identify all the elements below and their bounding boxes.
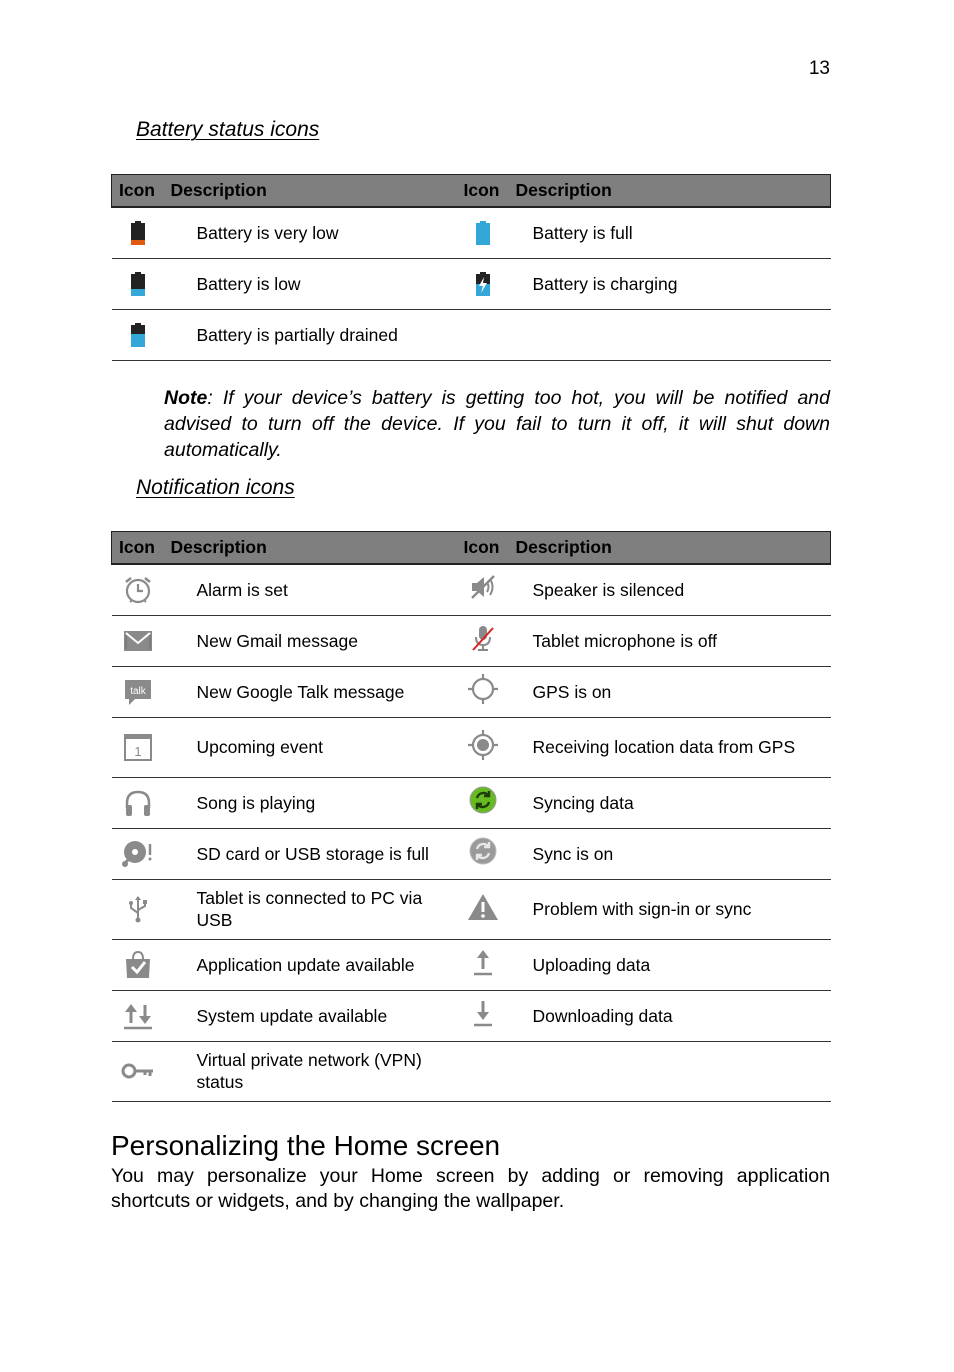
usb-icon [112, 879, 164, 939]
battery-icons-table [111, 174, 831, 361]
page-number: 13 [808, 58, 830, 79]
description-cell: Downloading data [509, 990, 831, 1041]
description-cell: System update available [164, 990, 457, 1041]
description-cell: Tablet microphone is off [509, 615, 831, 666]
header-icon: Icon [112, 532, 164, 565]
section-body: You may personalize your Home screen by adding or removing application shortcuts or widgets, and by changing the wallpaper. [111, 1165, 830, 1212]
header-description: Description [509, 532, 831, 565]
table-row [112, 828, 831, 879]
description-cell: Battery is very low [164, 207, 457, 258]
description-cell: Speaker is silenced [509, 564, 831, 615]
description-cell: New Google Talk message [164, 666, 457, 717]
battery-charging-icon [457, 258, 509, 309]
table-row [112, 939, 831, 990]
header-description: Description [509, 175, 831, 208]
description-cell: Sync is on [509, 828, 831, 879]
battery-full-icon [457, 207, 509, 258]
header-icon: Icon [457, 175, 509, 208]
battery-section-heading: Battery status icons [136, 118, 320, 141]
description-cell: Problem with sign-in or sync [509, 879, 831, 939]
description-cell: Uploading data [509, 939, 831, 990]
table-row [112, 990, 831, 1041]
description-cell: SD card or USB storage is full [164, 828, 457, 879]
description-cell: Syncing data [509, 777, 831, 828]
table-header-row [112, 175, 831, 208]
download-icon [457, 990, 509, 1041]
table-row [112, 309, 831, 360]
description-cell: Song is playing [164, 777, 457, 828]
note-text: : If your device’s battery is getting too hot, you will be notified and advised to turn off the device. If you fail to turn it off, it will shut down automatically. [164, 387, 830, 461]
header-description: Description [164, 175, 457, 208]
battery-low-icon [112, 258, 164, 309]
talk-icon [112, 666, 164, 717]
table-row [112, 258, 831, 309]
calendar-icon [112, 717, 164, 777]
vpn-key-icon [112, 1041, 164, 1101]
description-cell: Battery is low [164, 258, 457, 309]
description-cell: Virtual private network (VPN) status [164, 1041, 457, 1101]
header-description: Description [164, 532, 457, 565]
description-cell: Alarm is set [164, 564, 457, 615]
note-paragraph [164, 385, 830, 463]
warning-icon [457, 879, 509, 939]
table-row [112, 615, 831, 666]
table-row [112, 564, 831, 615]
alarm-icon [112, 564, 164, 615]
description-cell: Upcoming event [164, 717, 457, 777]
notification-icons-table [111, 531, 831, 1102]
gps-on-icon [457, 666, 509, 717]
empty-icon-cell [457, 309, 509, 360]
table-row [112, 666, 831, 717]
table-header-row [112, 532, 831, 565]
notification-section-heading: Notification icons [136, 476, 295, 499]
gmail-icon [112, 615, 164, 666]
app-update-icon [112, 939, 164, 990]
battery-very-low-icon [112, 207, 164, 258]
headphones-icon [112, 777, 164, 828]
table-row [112, 207, 831, 258]
speaker-silenced-icon [457, 564, 509, 615]
sync-on-icon [457, 828, 509, 879]
description-cell: Battery is partially drained [164, 309, 457, 360]
svg-text:talk: talk [129, 685, 146, 697]
table-row [112, 777, 831, 828]
description-cell: Receiving location data from GPS [509, 717, 831, 777]
system-update-icon [112, 990, 164, 1041]
note-label: Note [164, 387, 208, 409]
header-icon: Icon [457, 532, 509, 565]
header-icon: Icon [112, 175, 164, 208]
description-cell: Battery is charging [509, 258, 831, 309]
upload-icon [457, 939, 509, 990]
table-row [112, 879, 831, 939]
description-cell: Tablet is connected to PC via USB [164, 879, 457, 939]
description-cell: GPS is on [509, 666, 831, 717]
table-row [112, 717, 831, 777]
svg-text:1: 1 [133, 744, 142, 759]
sync-active-icon [457, 777, 509, 828]
empty-icon-cell [457, 1041, 509, 1101]
description-cell: New Gmail message [164, 615, 457, 666]
microphone-off-icon [457, 615, 509, 666]
description-cell: Application update available [164, 939, 457, 990]
battery-partially-drained-icon [112, 309, 164, 360]
section-title: Personalizing the Home screen [111, 1130, 501, 1161]
storage-full-icon [112, 828, 164, 879]
description-cell [509, 309, 831, 360]
gps-receiving-icon [457, 717, 509, 777]
table-row [112, 1041, 831, 1101]
description-cell: Battery is full [509, 207, 831, 258]
description-cell [509, 1041, 831, 1101]
